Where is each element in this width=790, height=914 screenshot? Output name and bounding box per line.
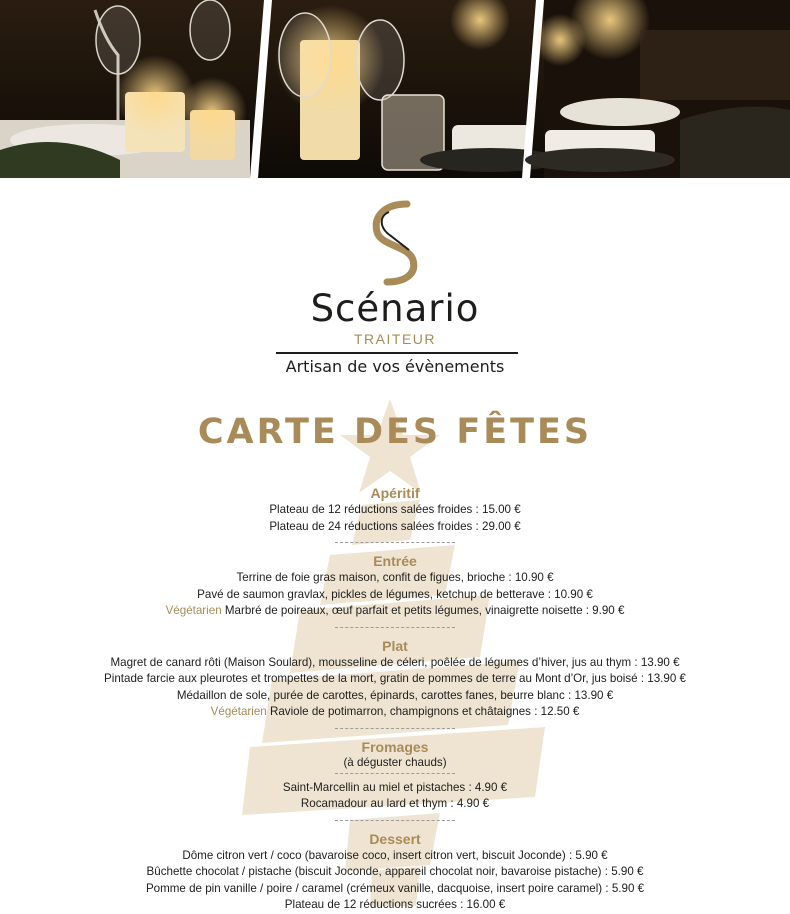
section-divider — [335, 542, 455, 543]
vegetarian-label: Végétarien — [165, 604, 222, 617]
brand-name: Scénario — [310, 287, 480, 330]
menu-item — [0, 655, 790, 672]
menu-item-text: Pintade farcie aux pleurotes et trompettes de la mort, gratin de pommes de terre au Mont d’Or, jus boisé : 13.90 € — [104, 672, 686, 685]
menu-item-text: Marbré de poireaux, œuf parfait et petits légumes, vinaigrette noisette : 9.90 € — [221, 604, 625, 617]
menu-item — [0, 587, 790, 604]
logo-divider — [276, 352, 518, 354]
menu-item-text: Plateau de 24 réductions salées froides : 29.00 € — [269, 519, 521, 533]
vegetarian-label: Végétarien — [210, 705, 267, 718]
menu-item-text: Magret de canard rôti (Maison Soulard), mousseline de céleri, poêlée de légumes d’hiver, jus au thym : 13.90 € — [110, 655, 680, 669]
section-title: Apéritif — [370, 485, 420, 501]
menu-item-text: Raviole de potimarron, champignons et châtaignes : 12.50 € — [266, 705, 580, 718]
menu-item — [0, 780, 790, 797]
menu-section — [0, 830, 790, 914]
scenario-s-logo-icon — [365, 200, 425, 286]
menu-item-text: Saint-Marcellin au miel et pistaches : 4.90 € — [282, 780, 508, 794]
brand-subtitle: TRAITEUR — [354, 331, 436, 347]
menu-item-text: Pomme de pin vanille / poire / caramel (crémeux vanille, dacquoise, insert poire caramel) : 5.90 € — [145, 881, 645, 895]
menu-item-text: Rocamadour au lard et thym : 4.90 € — [300, 797, 490, 810]
menu-item-text: Bûchette chocolat / pistache (biscuit Joconde, appareil chocolat noir, bavaroise pistache) : 5.90 € — [146, 865, 644, 878]
table-setting-photos — [0, 0, 790, 178]
menu-item — [0, 881, 790, 898]
menu-item — [0, 502, 790, 519]
section-divider — [335, 627, 455, 628]
header-photo-strip — [0, 0, 790, 178]
page-title: CARTE DES FÊTES — [197, 412, 593, 452]
menu-item — [0, 519, 790, 536]
section-title: Plat — [382, 637, 408, 654]
menu-sections — [0, 484, 790, 914]
menu-item — [0, 848, 790, 865]
menu-section — [0, 484, 790, 543]
menu-item — [0, 570, 790, 587]
menu-item — [0, 603, 790, 620]
section-divider — [335, 773, 455, 774]
brand-tagline: Artisan de vos évènements — [285, 357, 505, 376]
menu-section — [0, 637, 790, 729]
menu-item — [0, 688, 790, 705]
section-subtitle: (à déguster chauds) — [343, 755, 447, 769]
menu-section — [0, 552, 790, 628]
section-title: Fromages — [361, 738, 429, 755]
menu-section — [0, 738, 790, 821]
section-divider — [335, 820, 455, 821]
section-title: Entrée — [373, 553, 417, 569]
section-divider — [335, 728, 455, 729]
menu-item-text: Terrine de foie gras maison, confit de figues, brioche : 10.90 € — [236, 571, 554, 584]
logo — [0, 200, 790, 286]
menu-item — [0, 671, 790, 688]
menu-item-text: Plateau de 12 réductions sucrées : 16.00 € — [284, 898, 506, 911]
menu-item-text: Plateau de 12 réductions salées froides : 15.00 € — [269, 503, 521, 516]
menu-item — [0, 864, 790, 881]
menu-item — [0, 704, 790, 721]
menu-item-text: Pavé de saumon gravlax, pickles de légumes, ketchup de betterave : 10.90 € — [197, 587, 593, 601]
menu-item — [0, 796, 790, 813]
menu-item-text: Dôme citron vert / coco (bavaroise coco, insert citron vert, biscuit Joconde) : 5.90 € — [182, 848, 608, 862]
section-title: Dessert — [369, 830, 421, 847]
menu-item — [0, 897, 790, 914]
menu-item-text: Médaillon de sole, purée de carottes, épinards, carottes fanes, beurre blanc : 13.90 € — [176, 688, 614, 702]
